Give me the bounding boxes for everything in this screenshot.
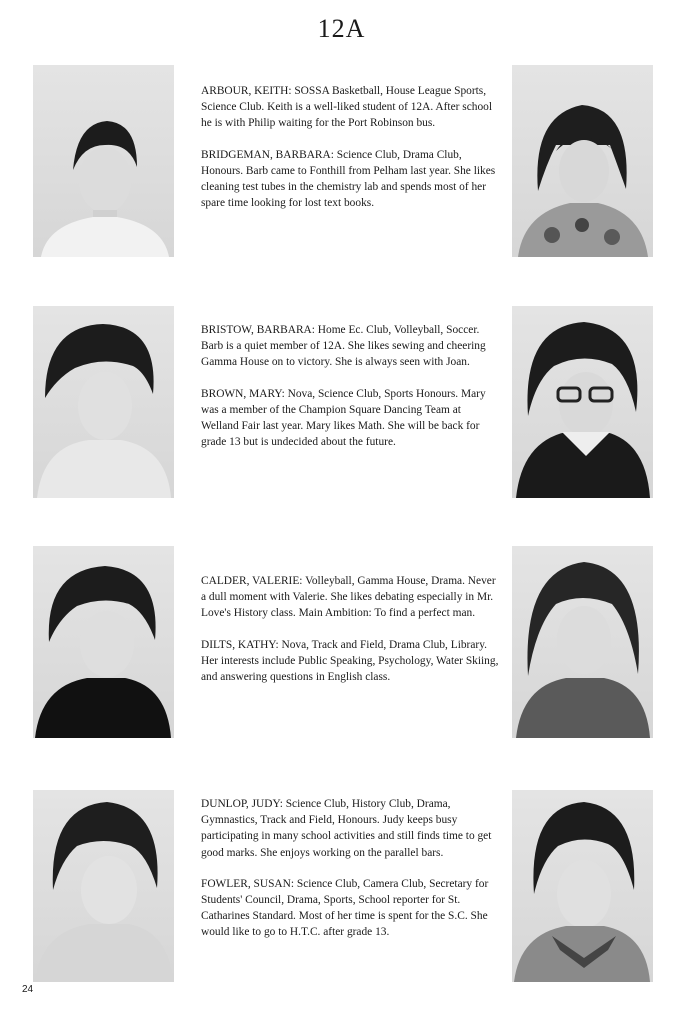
bio-group-1 (201, 83, 501, 226)
bio-calder-valerie: CALDER, VALERIE: Volleyball, Gamma House, Drama. Never a dull moment with Valerie. She likes debating especially in Mr. Love's History class. Main Ambition: To find a perfect man. (201, 575, 496, 620)
page-title: 12A (317, 14, 366, 43)
portrait-photo-fowler-susan (512, 790, 653, 982)
portrait-photo-bridgeman-barbara (512, 65, 653, 257)
page-number: 24 (22, 984, 34, 995)
bio-fowler-susan: FOWLER, SUSAN: Science Club, Camera Club, Secretary for Students' Council, Drama, Sports, School reporter for St. Catharines Standard. Most of her time is spent for the S.C. She would like to go to H.T.C. after grade 13. (201, 877, 489, 939)
bio-group-4 (201, 796, 501, 956)
bio-group-2 (201, 322, 501, 465)
bio-dunlop-judy: DUNLOP, JUDY: Science Club, History Club, Drama, Gymnastics, Track and Field, Honours. Judy keeps busy participating in many school activities and still finds time to get good marks. She enjoys working on the parallel bars. (201, 798, 492, 859)
bio-group-3 (201, 573, 501, 700)
portrait-photo-arbour-keith (33, 65, 174, 257)
bio-dilts-kathy: DILTS, KATHY: Nova, Track and Field, Drama Club, Library. Her interests include Public Speaking, Psychology, Water Skiing, and answering questions in English class. (201, 638, 499, 684)
bio-brown-mary: BROWN, MARY: Nova, Science Club, Sports Honours. Mary was a member of the Champion Square Dancing Team at Welland Fair last year. Mary likes Math. She will be back for grade 13 but is undecided about the future. (201, 387, 486, 449)
portrait-photo-brown-mary (512, 306, 653, 498)
portrait-photo-bristow-barbara (33, 306, 174, 498)
bio-bridgeman-barbara: BRIDGEMAN, BARBARA: Science Club, Drama Club, Honours. Barb came to Fonthill from Pelham last year. She likes cleaning test tubes in the chemistry lab and spends most of her spare time looking for lost text books. (201, 148, 496, 210)
portrait-photo-dunlop-judy (33, 790, 174, 982)
portrait-photo-calder-valerie (33, 546, 174, 738)
bio-bristow-barbara: BRISTOW, BARBARA: Home Ec. Club, Volleyball, Soccer. Barb is a quiet member of 12A. She likes sewing and cheering Gamma House on to victory. She is always seen with Joan. (201, 324, 486, 369)
portrait-photo-dilts-kathy (512, 546, 653, 738)
bio-arbour-keith: ARBOUR, KEITH: SOSSA Basketball, House League Sports, Science Club. Keith is a well-liked student of 12A. After school he is with Philip waiting for the Port Robinson bus. (201, 85, 493, 130)
